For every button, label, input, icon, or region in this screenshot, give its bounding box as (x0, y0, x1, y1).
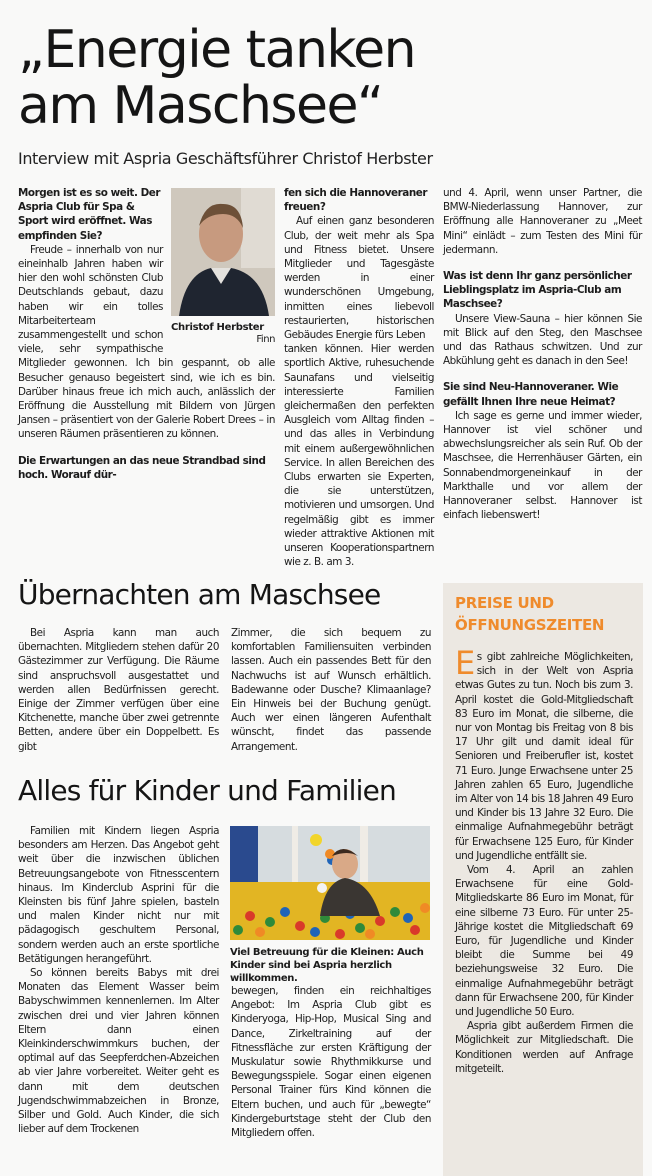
headline-line-1: „Energie tanken (18, 20, 416, 80)
portrait-caption: Christof Herbster (171, 322, 264, 333)
info-box-text (455, 644, 633, 1076)
answer-3: Unsere View-Sauna – hier können Sie mit Blick auf den Steg, den Maschsee und das Rathaus schwitzen. Und zur Abkühlung geht es danach in den See! (443, 312, 642, 368)
info-box-title-line-1: PREISE UND (455, 594, 554, 612)
overnight-column-1 (18, 626, 219, 754)
question-2-part-1: Die Erwartungen an das neue Strandbad sind hoch. Worauf dür- (18, 454, 266, 481)
overnight-text-2: Zimmer, die sich bequem zu komfortablen Familiensuiten verbinden lassen. Auch ein passendes Bett für den Nachwuchs ist auf Wunsch erhältlich. Badewanne oder Dusche? Klimaanlage? Ein Hinweis bei der Buchung genügt. Auch wer einen längeren Aufenthalt wünscht, findet das passende Arrangement. (231, 627, 431, 753)
headline (18, 22, 638, 134)
answer-4: Ich sage es gerne und immer wieder, Hannover ist viel schöner und abwechslungsreicher als sein Ruf. Ob der Maschsee, die Herrenhäuser Gärten, ein Sonnabendmorgeneinkauf in der Markthalle und vor allem der Hannoveraner selbst. Hannover ist einfach liebenswert! (443, 409, 642, 522)
family-column-1 (18, 824, 219, 1136)
interview-column-3 (443, 186, 642, 522)
interview-column-1 (18, 186, 275, 482)
family-paragraph-2: So können bereits Babys mit drei Monaten das Element Wasser beim Babyschwimmen kennenlernen. Im Alter zwischen drei und vier Jahren können Eltern dann einen Kleinkinderschwimmkurs buchen, der optimal auf das Seepferdchen-Abzeichen ab vier Jahre vorbereitet. Weiter geht es dann mit dem deutschen Jugendschwimmabzeichen in Bronze, Silber und Gold. Auch Kinder, die sich lieber auf dem Trockenen (18, 967, 219, 1136)
portrait-block (171, 188, 275, 346)
section-title-family: Alles für Kinder und Familien (18, 774, 396, 807)
info-box-paragraph-1-text: s gibt zahlreiche Möglichkeiten, sich in der Welt von Aspria etwas Gutes zu tun. Noch bis zum 3. April kostet die Gold-Mitgliedschaft 83 Euro im Monat, die silberne, die nur von Montag bis Freitag von 8 bis 17 Uhr gilt und damit ideal für Senioren und Freiberufler ist, kostet 71 Euro. Junge Erwachsene unter 25 Jahren zahlen 65 Euro, Jugendliche im Alter von 14 bis 18 Jahren 49 Euro und Kinder bis 13 Jahre 32 Euro. Die einmalige Aufnahmegebühr beträgt für Erwachsene 125 Euro, für Kinder und Jugendliche entfällt sie. (455, 651, 633, 862)
family-column-2 (231, 984, 431, 1140)
ball-pit-illustration (230, 826, 430, 940)
kids-photo-caption: Viel Betreuung für die Kleinen: Auch Kinder sind bei Aspria herzlich willkommen. (230, 947, 424, 984)
info-box-title-line-2: ÖFFNUNGSZEITEN (455, 616, 605, 634)
info-box-title (455, 592, 604, 636)
answer-2-part-1: Auf einen ganz besonderen Club, der weit mehr als Spa und Fitness bietet. Unsere Mitglieder und Tagesgäste werden in einer wunderschönen Umgebung, inmitten eines liebevoll restaurierten, historischen Gebäudes Energie fürs Leben (284, 215, 434, 342)
info-box-paragraph-3: Aspria gibt außerdem Firmen die Möglichkeit zur Mitgliedschaft. Die Konditionen werden auf Anfrage mitgeteilt. (455, 1020, 633, 1075)
dropcap: E (455, 644, 475, 682)
info-box-paragraph-2: Vom 4. April an zahlen Erwachsene für eine Gold-Mitgliedskarte 86 Euro im Monat, für eine silberne 73 Euro. Für unter 25-Jährige kostet die Mitgliedschaft 69 Euro, für Jugendliche und Kinder bleibt die Summe bei 49 beziehungsweise 32 Euro. Die einmalige Aufnahmegebühr beträgt dann für Erwachsene 200, für Kinder und Jugendliche 50 Euro. (455, 864, 633, 1019)
headline-line-2: am Maschsee“ (18, 76, 383, 136)
info-box-paragraph-1 (455, 644, 633, 863)
section-title-overnight: Übernachten am Maschsee (18, 578, 381, 611)
photo-credit: Finn (256, 334, 275, 345)
question-1: Morgen ist es so weit. Der Aspria Club für Spa & Sport wird eröffnet. Was empfinden Sie? (18, 187, 161, 242)
family-paragraph-2-continued: bewegen, finden ein reichhaltiges Angebot: Im Aspria Club gibt es Kinderyoga, Hip-Hop, Musical Sing and Dance, Zirkeltraining auf der Fitnessfläche zur ersten Kräftigung der Muskulatur sowie Rhythmikkurse und Bewegungsspiele. Sogar einen eigenen Personal Trainer fürs Kind können die Eltern buchen, und auch für „bewegte“ Kindergeburtstage steht der Club den Mitgliedern offen. (231, 985, 431, 1140)
answer-2-part-3: und 4. April, wenn unser Partner, die BMW-Niederlassung Hannover, zur Eröffnung alle Hannoveraner zu „Meet Mini“ einlädt – zum Testen des Mini für jedermann. (443, 187, 642, 256)
answer-2-part-2: tanken können. Hier werden sportlich Aktive, ruhesuchende Saunafans und vielseitig interessierte Familien gleichermaßen den perfekten Ausgleich vom Alltag finden – und das alles in Verbindung mit einem außergewöhnlichen Service. In allen Bereichen des Clubs erwarten sie Experten, die sie unterstützen, motivieren und umsorgen. Und regelmäßig gibt es immer wieder attraktive Aktionen mit unseren Kooperationspartnern wie z. B. am 3. (284, 343, 434, 569)
portrait-illustration (171, 188, 275, 316)
question-2-part-2: fen sich die Hannoveraner freuen? (284, 187, 428, 214)
interview-column-2 (284, 186, 434, 569)
subheadline: Interview mit Aspria Geschäftsführer Christof Herbster (18, 149, 433, 168)
portrait-photo-christof-herbster (171, 188, 275, 316)
photo-kids-ball-pit (230, 826, 430, 940)
overnight-text-1: Bei Aspria kann man auch übernachten. Mitgliedern stehen dafür 20 Gästezimmer zur Verfügung. Die Räume sind anspruchsvoll ausgestattet und werden allen Bedürfnissen gerecht. Einige der Zimmer verfügen über eine Kitchenette, manche über zwei getrennte Betten, andere über ein Doppelbett. Es gibt (18, 627, 219, 753)
family-paragraph-1: Familien mit Kindern liegen Aspria besonders am Herzen. Das Angebot geht weit über die inzwischen üblichen Betreuungsangebote von Fitnesscentern hinaus. Im Kinderclub Asprini für die Kleinsten bis fünf Jahre spielen, basteln und malen Kinder nicht nur mit pädagogisch geschultem Personal, sondern werden auch an erste sportliche Betätigungen herangeführt. (18, 825, 219, 965)
answer-1: Freude – innerhalb von nur eineinhalb Jahren haben wir hier den wohl schönsten Club Deutschlands gebaut, dazu haben wir ein tolles Mitarbeiterteam zusammengestellt und schon viele, sehr sympathische Mitglieder gewonnen. Ich bin gespannt, ob alle Besucher genauso begeistert sind, wie ich es bin. Darüber hinaus freue ich mich auch, anlässlich der Eröffnung die Ausstellung mit Bildern von Jürgen Jansen – präsentiert von der Galerie Robert Drees – in unseren Räumen präsentieren zu können. (18, 243, 275, 441)
question-4: Sie sind Neu-Hannoveraner. Wie gefällt Ihnen Ihre neue Heimat? (443, 381, 619, 408)
overnight-column-2 (231, 626, 431, 754)
question-3: Was ist denn Ihr ganz persönlicher Lieblingsplatz im Aspria-Club am Maschsee? (443, 270, 632, 311)
